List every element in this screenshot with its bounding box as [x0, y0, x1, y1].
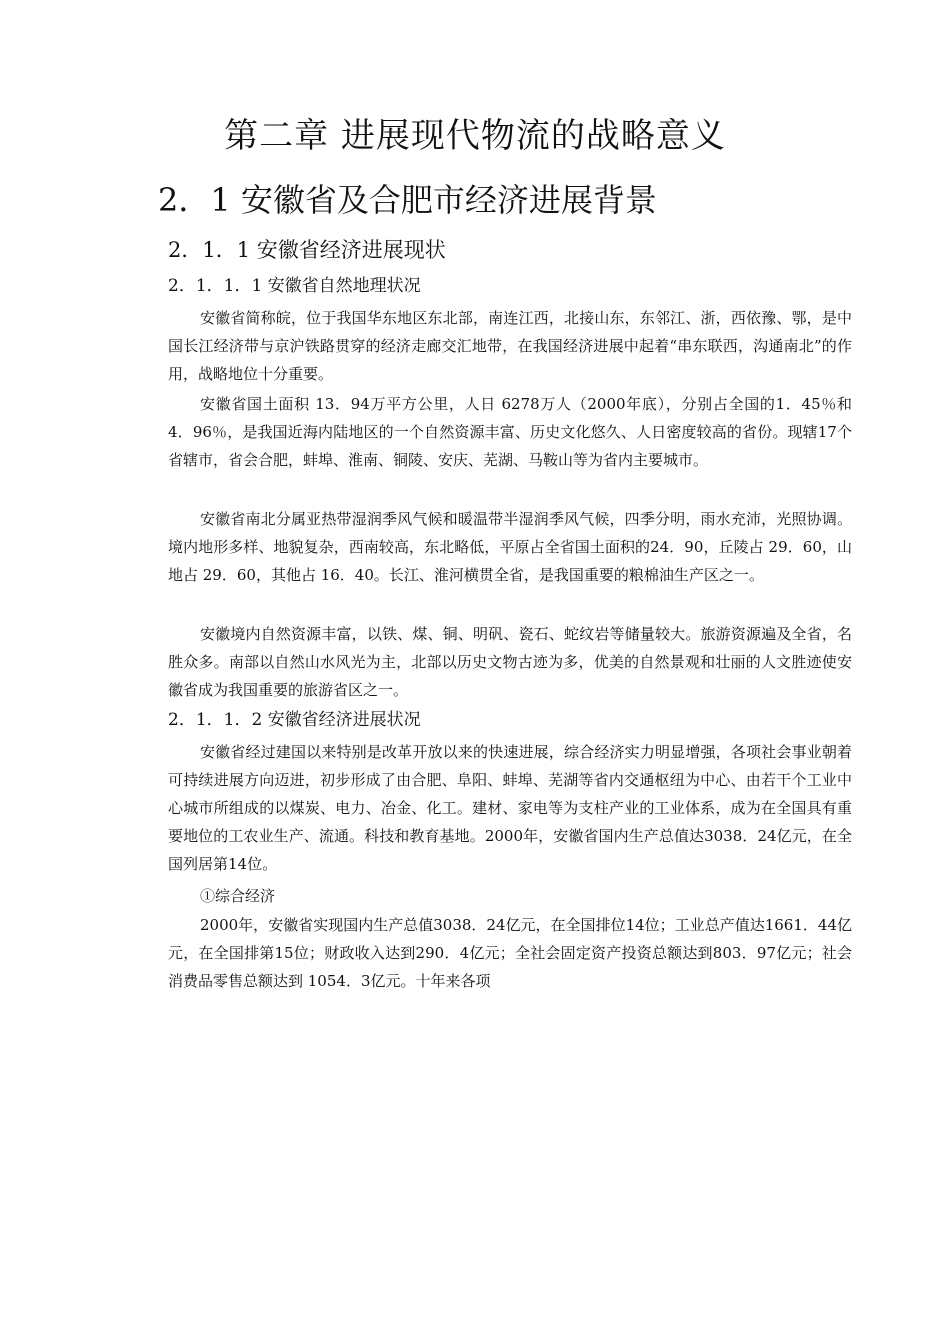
paragraph-climate-terrain: 安徽省南北分属亚热带湿润季风气候和暖温带半湿润季风气候，四季分明，雨水充沛，光照协调。境内地形多样、地貌复杂，西南较高，东北略低，平原占全省国土面积的24．90，丘陵占 29．60，山地占 29．60，其他占 16．40。长江、淮河横贯全省，是我国重要的粮棉油生产区之一。	[168, 510, 852, 584]
paragraph-area-population: 安徽省国土面积 13．94万平方公里，人日 6278万人（2000年底），分别占全国的1．45％和 4．96％，是我国近海内陆地区的一个自然资源丰富、历史文化悠久、人日密度较高的省份。现辖17个省辖市，省会合肥，蚌埠、淮南、铜陵、安庆、芜湖、马鞍山等为省内主要城市。	[168, 395, 852, 469]
chapter-title: 第二章 进展现代物流的战略意义	[224, 116, 726, 156]
paragraph-overview: 安徽省简称皖，位于我国华东地区东北部，南连江西，北接山东，东邻江、浙，西依豫、鄂，是中国长江经济带与京沪铁路贯穿的经济走廊交汇地带，在我国经济进展中起着“串东联西，沟通南北”的作用，战略地位十分重要。	[168, 309, 852, 383]
paragraph-economic-development: 安徽省经过建国以来特别是改革开放以来的快速进展，综合经济实力明显增强，各项社会事业朝着可持续进展方向迈进，初步形成了由合肥、阜阳、蚌埠、芜湖等省内交通枢纽为中心、由若干个工业中心城市所组成的以煤炭、电力、冶金、化工。建材、家电等为支柱产业的工业体系，成为在全国具有重要地位的工农业生产、流通。科技和教育基地。2000年，安徽省国内生产总值达3038．24亿元，在全国列居第14位。	[168, 743, 852, 873]
part-heading-economic-status: 2．1．1．2 安徽省经济进展状况	[168, 710, 421, 730]
paragraph-comprehensive-economy: 2000年，安徽省实现国内生产总值3038．24亿元，在全国排位14位；工业总产值达1661．44亿元，在全国排第15位；财政收入达到290．4亿元；全社会固定资产投资总额达到803．97亿元；社会消费品零售总额达到 1054．3亿元。十年来各项	[168, 916, 852, 990]
paragraph-natural-resources: 安徽境内自然资源丰富，以铁、煤、铜、明矾、瓷石、蛇纹岩等储量较大。旅游资源遍及全省，名胜众多。南部以自然山水风光为主，北部以历史文物古迹为多，优美的自然景观和壮丽的人文胜迹使安徽省成为我国重要的旅游省区之一。	[168, 625, 852, 699]
subsection-heading: 2．1．1 安徽省经济进展现状	[168, 238, 446, 262]
part-heading-natural-geography: 2．1．1．1 安徽省自然地理状况	[168, 276, 421, 296]
item-label-comprehensive-economy: ①综合经济	[200, 887, 276, 905]
section-heading: 2．1 安徽省及合肥市经济进展背景	[158, 181, 657, 219]
